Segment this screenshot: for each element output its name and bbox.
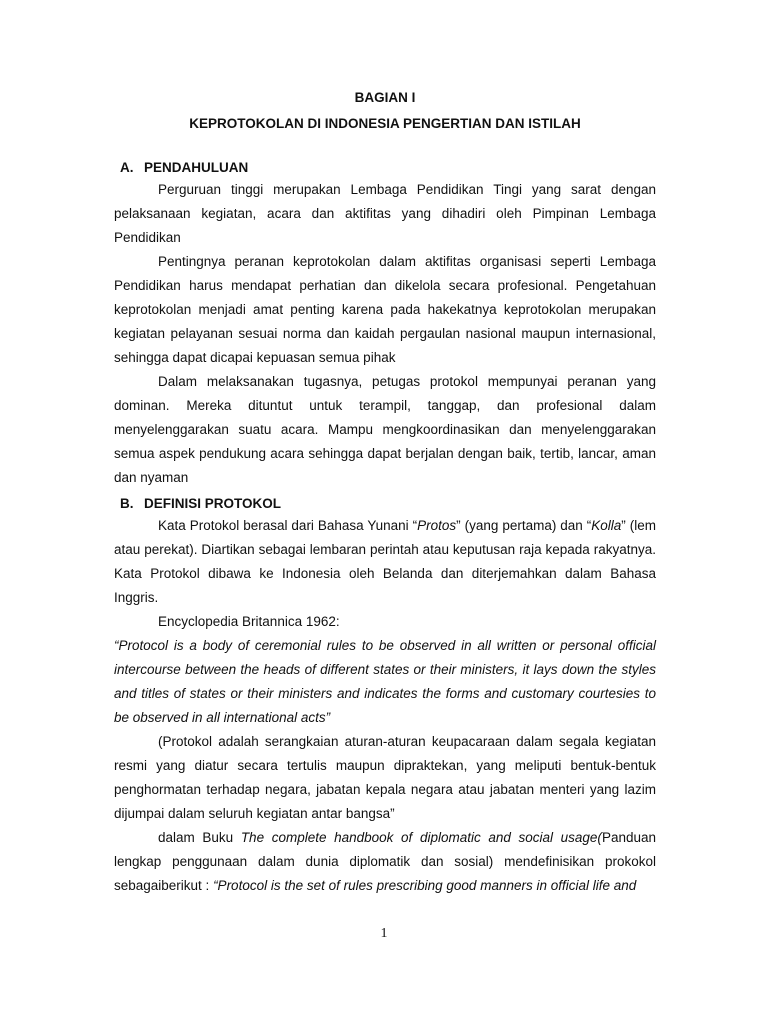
section-b-heading bbox=[114, 494, 656, 514]
document-page bbox=[114, 88, 656, 898]
text-run: ” (yang pertama) dan “ bbox=[456, 518, 592, 533]
section-b-letter: B. bbox=[120, 496, 134, 511]
text-run: Panduan lengkap penggunaan dalam dunia diplomatik dan sosial) mendefinisikan prokokol sebagaiberikut : bbox=[114, 830, 656, 893]
britannica-quote bbox=[114, 634, 656, 730]
quote-text: “Protocol is a body of ceremonial rules to be observed in all written or personal official intercourse between the heads of different states or their ministers, it lays down the styles and titles of states or their ministers and indicates the forms and customary courtesies to be observed in all international acts” bbox=[114, 638, 656, 725]
page-number: 1 bbox=[380, 926, 388, 941]
part-heading: BAGIAN I bbox=[354, 90, 416, 105]
italic-term-kolla: Kolla bbox=[591, 518, 622, 533]
chapter-title: KEPROTOKOLAN DI INDONESIA PENGERTIAN DAN ISTILAH bbox=[189, 116, 581, 131]
section-a-paragraph-2: Pentingnya peranan keprotokolan dalam aktifitas organisasi seperti Lembaga Pendidikan harus mendapat perhatian dan dikelola secara profesional. Pengetahuan keprotokolan menjadi amat penting karena pada hakekatnya keprotokolan merupakan kegiatan pelayanan sesuai norma dan kaidah pergaulan nasional maupun internasional, sehingga dapat dicapai kepuasan semua pihak bbox=[114, 254, 656, 365]
text-run: Kata Protokol berasal dari Bahasa Yunani “ bbox=[158, 518, 418, 533]
book-title: The complete handbook of diplomatic and social usage( bbox=[240, 830, 602, 845]
section-b-paragraph-1 bbox=[114, 514, 656, 610]
section-b-paragraph-3: (Protokol adalah serangkaian aturan-aturan keupacaraan dalam segala kegiatan resmi yang diatur secara tertulis maupun dipraktekan, yang meliputi bentuk-bentuk penghormatan terhadap negara, jabatan kepala negara atau jabatan menteri yang lazim dijumpai dalam seluruh kegiatan antar bangsa” bbox=[114, 734, 656, 821]
section-a-title: PENDAHULUAN bbox=[144, 160, 249, 175]
protocol-quote: “Protocol is the set of rules prescribing good manners in official life and bbox=[213, 878, 637, 893]
section-a-paragraph-1: Perguruan tinggi merupakan Lembaga Pendidikan Tingi yang sarat dengan pelaksanaan kegiatan, acara dan aktifitas yang dihadiri oleh Pimpinan Lembaga Pendidikan bbox=[114, 182, 656, 245]
section-a-letter: A. bbox=[120, 160, 134, 175]
italic-term-protos: Protos bbox=[417, 518, 457, 533]
text-run: dalam Buku bbox=[158, 830, 241, 845]
section-a-paragraph-3: Dalam melaksanakan tugasnya, petugas protokol mempunyai peranan yang dominan. Mereka dituntut untuk terampil, tanggap, dan profesional dalam menyelenggarakan suatu acara. Mampu mengkoordinasikan dan menyelenggarakan semua aspek pendukung acara sehingga dapat berjalan dengan baik, tertib, lancar, aman dan nyaman bbox=[114, 374, 656, 485]
section-b-paragraph-4 bbox=[114, 826, 656, 898]
text-run: ” (lem atau perekat). Diartikan sebagai lembaran perintah atau keputusan raja kepada rakyatnya. Kata Protokol dibawa ke Indonesia oleh Belanda dan diterjemahkan dalam Bahasa Inggris. bbox=[114, 518, 656, 605]
section-a-heading bbox=[114, 158, 656, 178]
section-b-paragraph-2: Encyclopedia Britannica 1962: bbox=[158, 614, 340, 629]
section-b-title: DEFINISI PROTOKOL bbox=[144, 496, 282, 511]
